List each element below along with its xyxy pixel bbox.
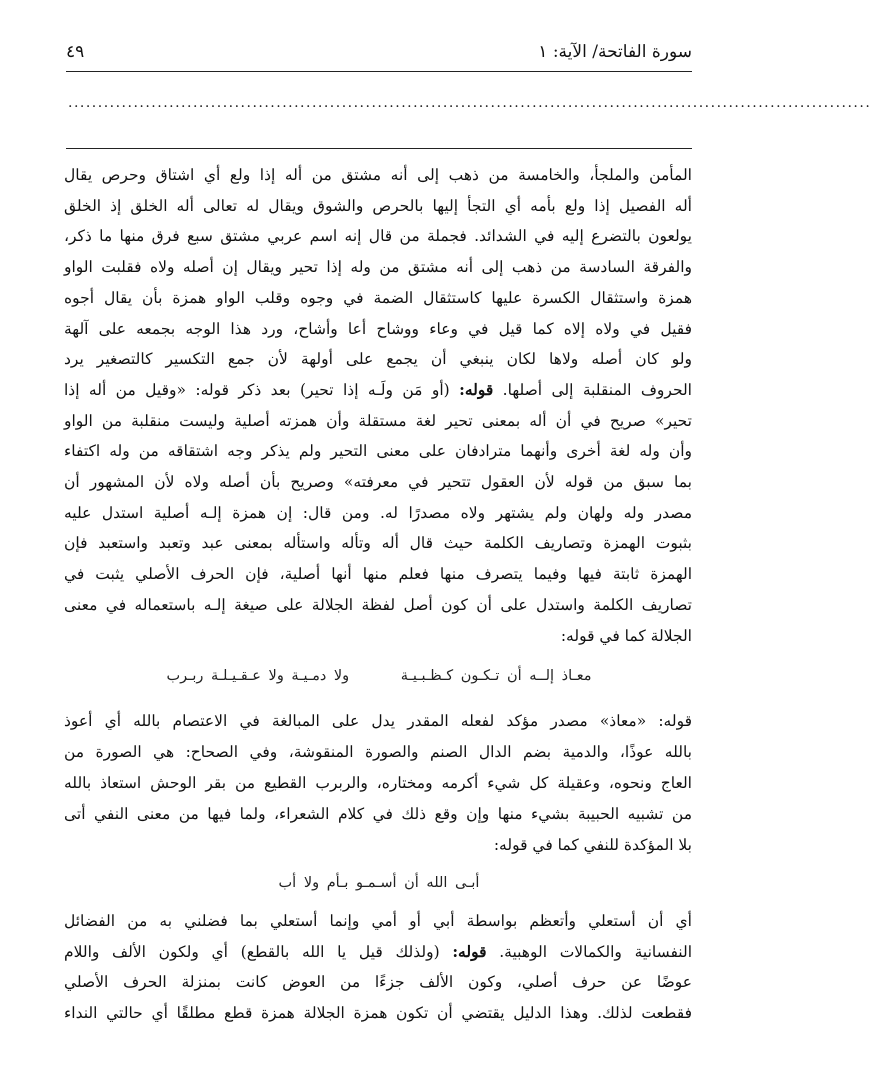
running-header <box>66 38 692 66</box>
verse-first-hemistich: معـاذ إلــه أن تـكـون كـظـبـيـة <box>400 668 592 684</box>
text-line: من تشبيه الحبيبة بشيء منها وإن وقع ذلك في كلام الشعراء، ولما فيها من معنى النفي أتى <box>64 805 692 823</box>
paragraph-2 <box>64 706 692 861</box>
text-line: فقطعت لذلك. وهذا الدليل يقتضي أن تكون همزة الجلالة همزة قطع مطلقًا أي حالتي النداء <box>64 1003 692 1022</box>
dotted-separator: ....................................................................................................................................... <box>68 95 871 111</box>
text-line: عوضًا عن حرف أصلي، وكون الألف جزءًا من العوض كانت بمنزلة الحرف الأصلي <box>64 973 692 991</box>
text-line: ولو كان أصله ولاها لكان ينبغي أن يجمع على أولهة لأن جمع التكسير كالتصغير يرد <box>64 350 692 369</box>
text-line: أي أن أستعلي وأتعظم بواسطة أبي أو أمي وإنما أستعلي بما فضلني به من الفضائل <box>64 912 692 930</box>
text-line: همزة واستثقال الكسرة عليها كاستثقال الضمة في وجوه وقلب الواو همزة بأن يقال أجوه <box>64 288 692 307</box>
verse-second-hemistich: ولا دمـيـة ولا عـقـيـلـة ربـرب <box>166 668 350 684</box>
page-number: ٤٩ <box>66 42 85 62</box>
line-trail-text: (أو مَن ولَـه إذا تحير) بعد ذكر قوله: «وقيل من أله إذا <box>64 380 460 399</box>
text-line: تحير» صريح في أن أله بمعنى تحير لغة مستقلة وأن همزته أصلية وليست منقلبة من الواو <box>64 411 692 430</box>
separator-rule <box>66 148 692 149</box>
text-line-with-keyword <box>64 375 692 406</box>
text-line: المأمن والملجأ، والخامسة من ذهب إلى أنه مشتق من أله إذا ولع أي اشتاق وحرص يقال <box>64 166 692 184</box>
text-line-with-keyword <box>64 937 692 968</box>
text-line: الهمزة ثابتة فيها وفيما يتصرف منها فعلم منها أنها أصلية، فإن الحرف الأصلي يثبت في <box>64 565 692 584</box>
text-line: والفرقة السادسة من ذهب إلى أنه مشتق من وله إذا تحير ويقال إن أصله ولاه فقلبت الواو <box>64 258 692 277</box>
qawluhu-keyword: قوله: <box>459 379 494 399</box>
poetry-verse-2: أبـى الله أن أسـمـو بـأم ولا أب <box>278 875 480 891</box>
text-line: وأن وله لغة أخرى وأنهما مترادفان على معنى التحير ولم يذكر وجه اشتقاقه من وله اكتفاء <box>64 442 692 461</box>
text-line: تصاريف الكلمة واستدل على أن كون أصل لفظة الجلالة على صيغة إلـه باستعماله في معنى <box>64 595 692 614</box>
poetry-verse-1 <box>66 662 692 690</box>
paragraph-1 <box>64 160 692 651</box>
text-line: بما سبق من قوله لأن العقول تتحير في معرفته» وصريح بأن أصله ولاه لأن المشهور أن <box>64 473 692 492</box>
running-title: سورة الفاتحة/ الآية: ١ <box>538 42 692 62</box>
text-line: يولعون بالتضرع إليه في الشدائد. فجملة من قال إنه اسم عربي مشتق سبع فرق منها ما ذكر، <box>64 227 692 246</box>
text-line: فقيل في ولاه إلاه كما قيل في وعاء ووشاح أعا وأشاح، ورد هذا الوجه بجمعه على آلهة <box>64 319 692 338</box>
text-line: العاج ونحوه، وعقيلة كل شيء أكرمه ومختاره، والربرب القطيع من بقر الوحش استعاذ بالله <box>64 774 692 792</box>
paragraph-3 <box>64 906 692 1028</box>
text-line: مصدر وله ولهان ولم يشتهر ولاه مصدرًا له. ومن قال: إن همزة إلـه أصلية استدل عليه <box>64 503 692 522</box>
header-rule <box>66 71 692 72</box>
line-trail-text: (ولذلك قيل يا الله بالقطع) أي ولكون الألف واللام <box>64 942 453 961</box>
text-line: الجلالة كما في قوله: <box>560 626 692 645</box>
text-line: قوله: «معاذ» مصدر مؤكد لفعله المقدر يدل على المبالغة في الاعتصام بالله أي أعوذ <box>64 712 692 730</box>
text-line: أله الفصيل إذا ولع بأمه أي التجأ إليها بالحرص والشوق ويقال له تعالى أله الخلق إذ الخلق <box>64 196 692 215</box>
text-line: بثبوت الهمزة وتصاريف الكلمة حيث قال أله وتأله واستأله بمعنى عبد وتعبد واستعبد فإن <box>64 534 692 553</box>
text-line: بلا المؤكدة للنفي كما في قوله: <box>493 836 692 854</box>
qawluhu-keyword: قوله: <box>452 941 487 961</box>
text-line: بالله عوذًا، والدمية بضم الدال الصنم والصورة المنقوشة، وفي الصحاح: هي الصورة من <box>64 743 692 761</box>
line-lead-text: الحروف المنقلبة إلى أصلها. <box>493 380 692 399</box>
line-lead-text: النفسانية والكمالات الوهبية. <box>486 942 692 961</box>
